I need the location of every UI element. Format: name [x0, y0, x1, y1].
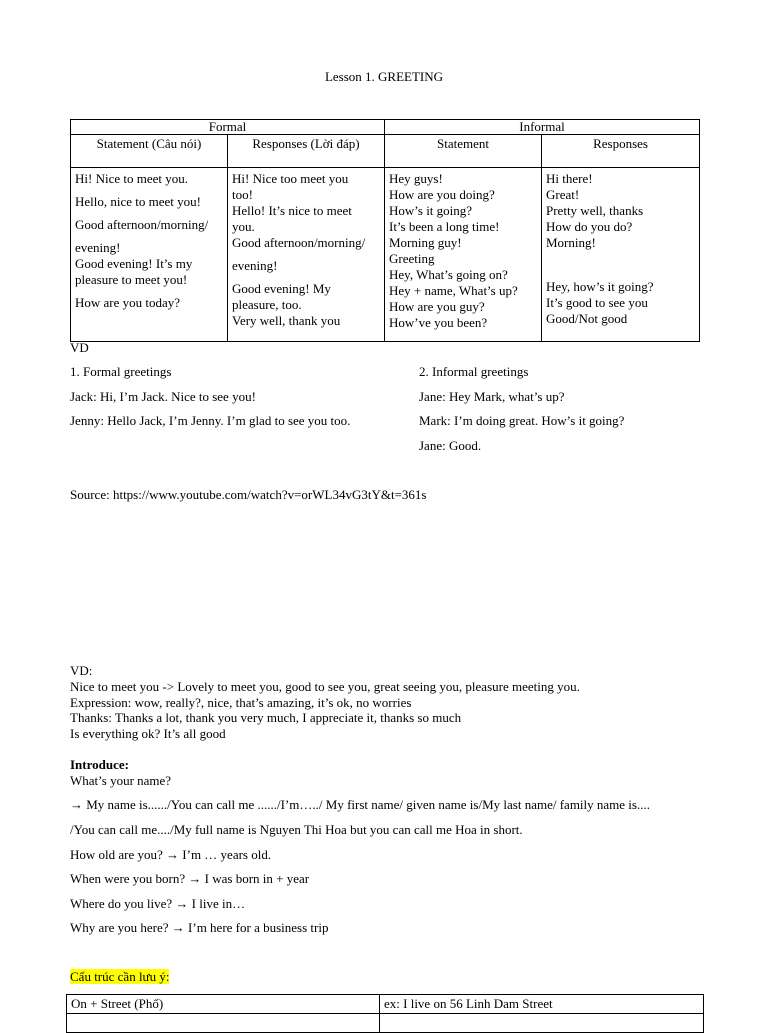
formal-response: Hi! Nice too meet you — [232, 171, 349, 186]
formal-statement: Hello, nice to meet you! — [75, 194, 201, 209]
arrow-icon: → — [166, 847, 180, 862]
introduce-answer-cont: /You can call me..../My full name is Nguyen Thi Hoa but you can call me Hoa in short. — [70, 822, 523, 837]
informal-statement: How are you guy? — [389, 299, 485, 314]
informal-statement: It’s been a long time! — [389, 219, 500, 234]
introduce-answer-line — [70, 797, 650, 813]
qa-line-why — [70, 920, 328, 936]
example-cell: ex: I live on 56 Linh Dam Street — [380, 995, 704, 1014]
formal-dialogue-line: Jenny: Hello Jack, I’m Jenny. I’m glad to see you too. — [70, 413, 351, 428]
informal-greetings-title: 2. Informal greetings — [419, 364, 529, 379]
informal-statement: How’s it going? — [389, 203, 473, 218]
informal-statement: Greeting — [389, 251, 435, 266]
vd2-line: Thanks: Thanks a lot, thank you very much, I appreciate it, thanks so much — [70, 710, 462, 725]
informal-statement: How are you doing? — [389, 187, 495, 202]
structure-cell-empty — [67, 1014, 380, 1033]
answer: I’m … years old. — [182, 847, 272, 862]
formal-response: evening! — [232, 258, 278, 273]
col-header-formal-statement: Statement (Câu nói) — [71, 135, 228, 168]
structures-table — [66, 994, 704, 1033]
answer: I live in… — [191, 896, 246, 911]
qa-line-live — [70, 896, 245, 912]
informal-dialogue-line: Mark: I’m doing great. How’s it going? — [419, 413, 625, 428]
source-line: Source: https://www.youtube.com/watch?v=orWL34vG3tY&t=361s — [70, 487, 427, 502]
arrow-icon: → — [188, 871, 202, 886]
arrow-icon: → — [70, 797, 83, 812]
informal-response: Pretty well, thanks — [546, 203, 644, 218]
vd2-line: Expression: wow, really?, nice, that’s amazing, it’s ok, no worries — [70, 695, 412, 710]
question: How old are you? — [70, 847, 163, 862]
formal-statement: How are you today? — [75, 295, 181, 310]
structures-heading — [70, 969, 169, 985]
informal-statement: Hey, What’s going on? — [389, 267, 508, 282]
formal-greetings-title: 1. Formal greetings — [70, 364, 172, 379]
formal-statement: pleasure to meet you! — [75, 272, 188, 287]
informal-response: Hi there! — [546, 171, 593, 186]
answer: I was born in + year — [204, 871, 310, 886]
page-title: Lesson 1. GREETING — [324, 69, 444, 84]
example-cell-empty — [380, 1014, 704, 1033]
question: Where do you live? — [70, 896, 173, 911]
informal-response: Great! — [546, 187, 580, 202]
formal-response: Very well, thank you — [232, 313, 341, 328]
informal-responses-cell — [542, 168, 700, 342]
qa-line-age — [70, 847, 271, 863]
col-header-informal-responses: Responses — [542, 135, 700, 168]
question: Why are you here? — [70, 920, 169, 935]
vd2-label: VD: — [70, 663, 93, 678]
introduce-question: What’s your name? — [70, 773, 172, 788]
formal-statement: Good afternoon/morning/ — [75, 217, 209, 232]
vd2-line: Is everything ok? It’s all good — [70, 726, 226, 741]
formal-response: pleasure, too. — [232, 297, 302, 312]
informal-response: Good/Not good — [546, 311, 628, 326]
informal-statement: Morning guy! — [389, 235, 462, 250]
informal-statement: Hey + name, What’s up? — [389, 283, 518, 298]
informal-header: Informal — [385, 120, 700, 135]
informal-dialogue-line: Jane: Hey Mark, what’s up? — [419, 389, 565, 404]
vd2-line: Nice to meet you -> Lovely to meet you, good to see you, great seeing you, pleasure meeting you. — [70, 679, 580, 694]
formal-response: Hello! It’s nice to meet — [232, 203, 352, 218]
col-header-informal-statement: Statement — [385, 135, 542, 168]
highlighted-heading: Cấu trúc cần lưu ý: — [70, 969, 170, 984]
formal-responses-cell — [228, 168, 385, 342]
qa-line-born — [70, 871, 309, 887]
structure-cell: On + Street (Phố) — [67, 995, 380, 1014]
arrow-icon: → — [171, 920, 185, 935]
informal-response: It’s good to see you — [546, 295, 648, 310]
formal-response: too! — [232, 187, 253, 202]
informal-dialogue-line: Jane: Good. — [419, 438, 482, 453]
formal-statements-cell — [71, 168, 228, 342]
informal-statements-cell — [385, 168, 542, 342]
formal-response: Good afternoon/morning/ — [232, 235, 366, 250]
formal-statement: Good evening! It’s my — [75, 256, 193, 271]
formal-statement: Hi! Nice to meet you. — [75, 171, 188, 186]
col-header-formal-responses: Responses (Lời đáp) — [228, 135, 385, 168]
introduce-heading: Introduce: — [70, 757, 129, 772]
informal-response: Morning! — [546, 235, 596, 250]
informal-statement: How’ve you been? — [389, 315, 488, 330]
informal-response: How do you do? — [546, 219, 633, 234]
question: When were you born? — [70, 871, 186, 886]
introduce-answer: My name is....../You can call me ....../I’m…../ My first name/ given name is/My last name/ family name is.... — [86, 797, 650, 812]
formal-response: Good evening! My — [232, 281, 331, 296]
formal-statement: evening! — [75, 240, 121, 255]
arrow-icon: → — [175, 896, 189, 911]
formal-dialogue-line: Jack: Hi, I’m Jack. Nice to see you! — [70, 389, 256, 404]
vd-label: VD — [70, 340, 89, 355]
greeting-table — [70, 119, 700, 342]
formal-header: Formal — [71, 120, 385, 135]
answer: I’m here for a business trip — [188, 920, 329, 935]
informal-statement: Hey guys! — [389, 171, 443, 186]
formal-response: you. — [232, 219, 255, 234]
informal-response: Hey, how’s it going? — [546, 279, 654, 294]
